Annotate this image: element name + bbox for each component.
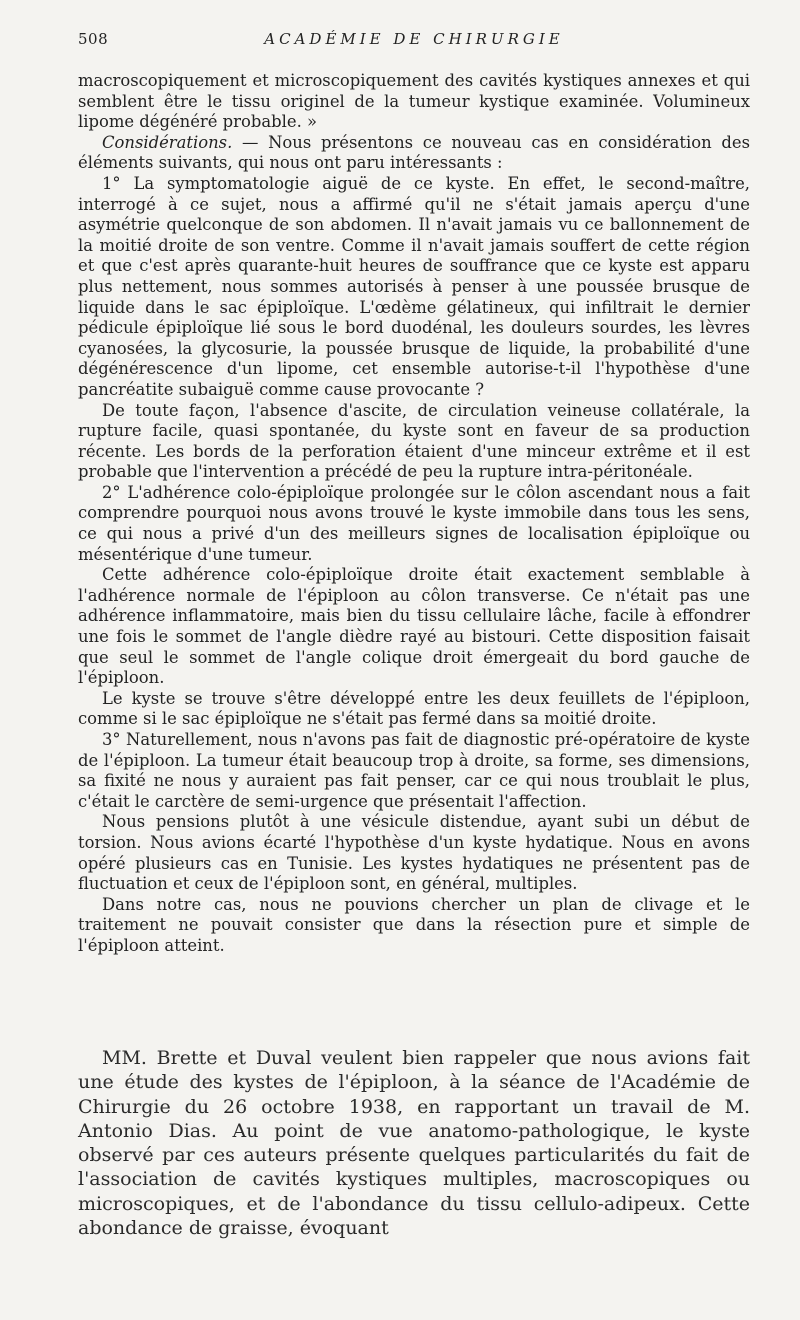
main-text (78, 71, 750, 957)
paragraph-6: Le kyste se trouve s'être développé entre les deux feuillets de l'épiploon, comme si le sac épiploïque ne s'était pas fermé dans sa moitié droite. (78, 688, 750, 729)
editorial-note (78, 1046, 750, 1240)
paragraph-1-text: — Nous présentons ce nouveau cas en considération des éléments suivants, qui nous ont paru intéressants : (78, 132, 750, 173)
paragraph-5: Cette adhérence colo-épiploïque droite était exactement semblable à l'adhérence normale de l'épiploon au côlon transverse. Ce n'était pas une adhérence inflammatoire, mais bien du tissu cellulaire lâche, facile à effondrer une fois le sommet de l'angle dièdre rayé au bistouri. Cette disposition faisait que seul le sommet de l'angle colique droit émergeait du bord gauche de l'épiploon. (78, 565, 750, 688)
paragraph-considerations (78, 133, 750, 174)
paragraph-2: 1° La symptomatologie aiguë de ce kyste. En effet, le second-maître, interrogé à ce sujet, nous a affirmé qu'il ne s'était jamais aperçu d'une asymétrie quelconque de son abdomen. Il n'avait jamais vu ce ballonnement de la moitié droite de son ventre. Comme il n'avait jamais souffert de cette région et que c'est après quarante-huit heures de souffrance que ce kyste est apparu plus nettement, nous sommes autorisés à penser à une poussée brusque de liquide dans le sac épiploïque. L'œdème gélatineux, qui infiltrait le dernier pédicule épiploïque lié sous le bord duodénal, les douleurs sourdes, les lèvres cyanosées, la glycosurie, la poussée brusque de liquide, la probabilité d'une dégénérescence d'un lipome, cet ensemble autorise-t-il l'hypothèse d'une pancréatite subaiguë comme cause provocante ? (78, 173, 750, 399)
paragraph-4: 2° L'adhérence colo-épiploïque prolongée sur le côlon ascendant nous a fait comprendre pourquoi nous avons trouvé le kyste immobile dans tous les sens, ce qui nous a privé d'un des meilleurs signes de localisation épiploïque ou mésentérique d'une tumeur. (78, 482, 750, 564)
paragraph-9: Dans notre cas, nous ne pouvions chercher un plan de clivage et le traitement ne pouvait consister que dans la résection pure et simple de l'épiploon atteint. (78, 894, 750, 955)
paragraph-7: 3° Naturellement, nous n'avons pas fait de diagnostic pré-opératoire de kyste de l'épiploon. La tumeur était beaucoup trop à droite, sa forme, ses dimensions, sa fixité ne nous y auraient pas fait penser, car ce qui nous troublait le plus, c'était le carctère de semi-urgence que présentait l'affection. (78, 730, 750, 811)
page-number: 508 (78, 30, 109, 48)
paragraph-0: macroscopiquement et microscopiquement des cavités kystiques annexes et qui semblent être le tissu originel de la tumeur kystique examinée. Volumineux lipome dégénéré probable. » (78, 71, 750, 132)
section-heading-considerations: Considérations. (102, 132, 233, 152)
running-title: ACADÉMIE DE CHIRURGIE (264, 30, 564, 48)
note-paragraph: MM. Brette et Duval veulent bien rappeler que nous avions fait une étude des kystes de l'épiploon, à la séance de l'Académie de Chirurgie du 26 octobre 1938, en rapportant un travail de M. Antonio Dias. Au point de vue anatomo-pathologique, le kyste observé par ces auteurs présente quelques particularités du fait de l'association de cavités kystiques multiples, macroscopiques ou microscopiques, et de l'abondance du tissu cellulo-adipeux. Cette abondance de graisse, évoquant (78, 1047, 750, 1240)
paragraph-3: De toute façon, l'absence d'ascite, de circulation veineuse collatérale, la rupture facile, quasi spontanée, du kyste sont en faveur de sa production récente. Les bords de la perforation étaient d'une minceur extrême et il est probable que l'intervention a précédé de peu la rupture intra-péritonéale. (78, 400, 750, 482)
page-header (78, 30, 750, 52)
paragraph-8: Nous pensions plutôt à une vésicule distendue, ayant subi un début de torsion. Nous avions écarté l'hypothèse d'un kyste hydatique. Nous en avons opéré plusieurs cas en Tunisie. Les kystes hydatiques ne présentent pas de fluctuation et ceux de l'épiploon sont, en général, multiples. (78, 812, 750, 894)
